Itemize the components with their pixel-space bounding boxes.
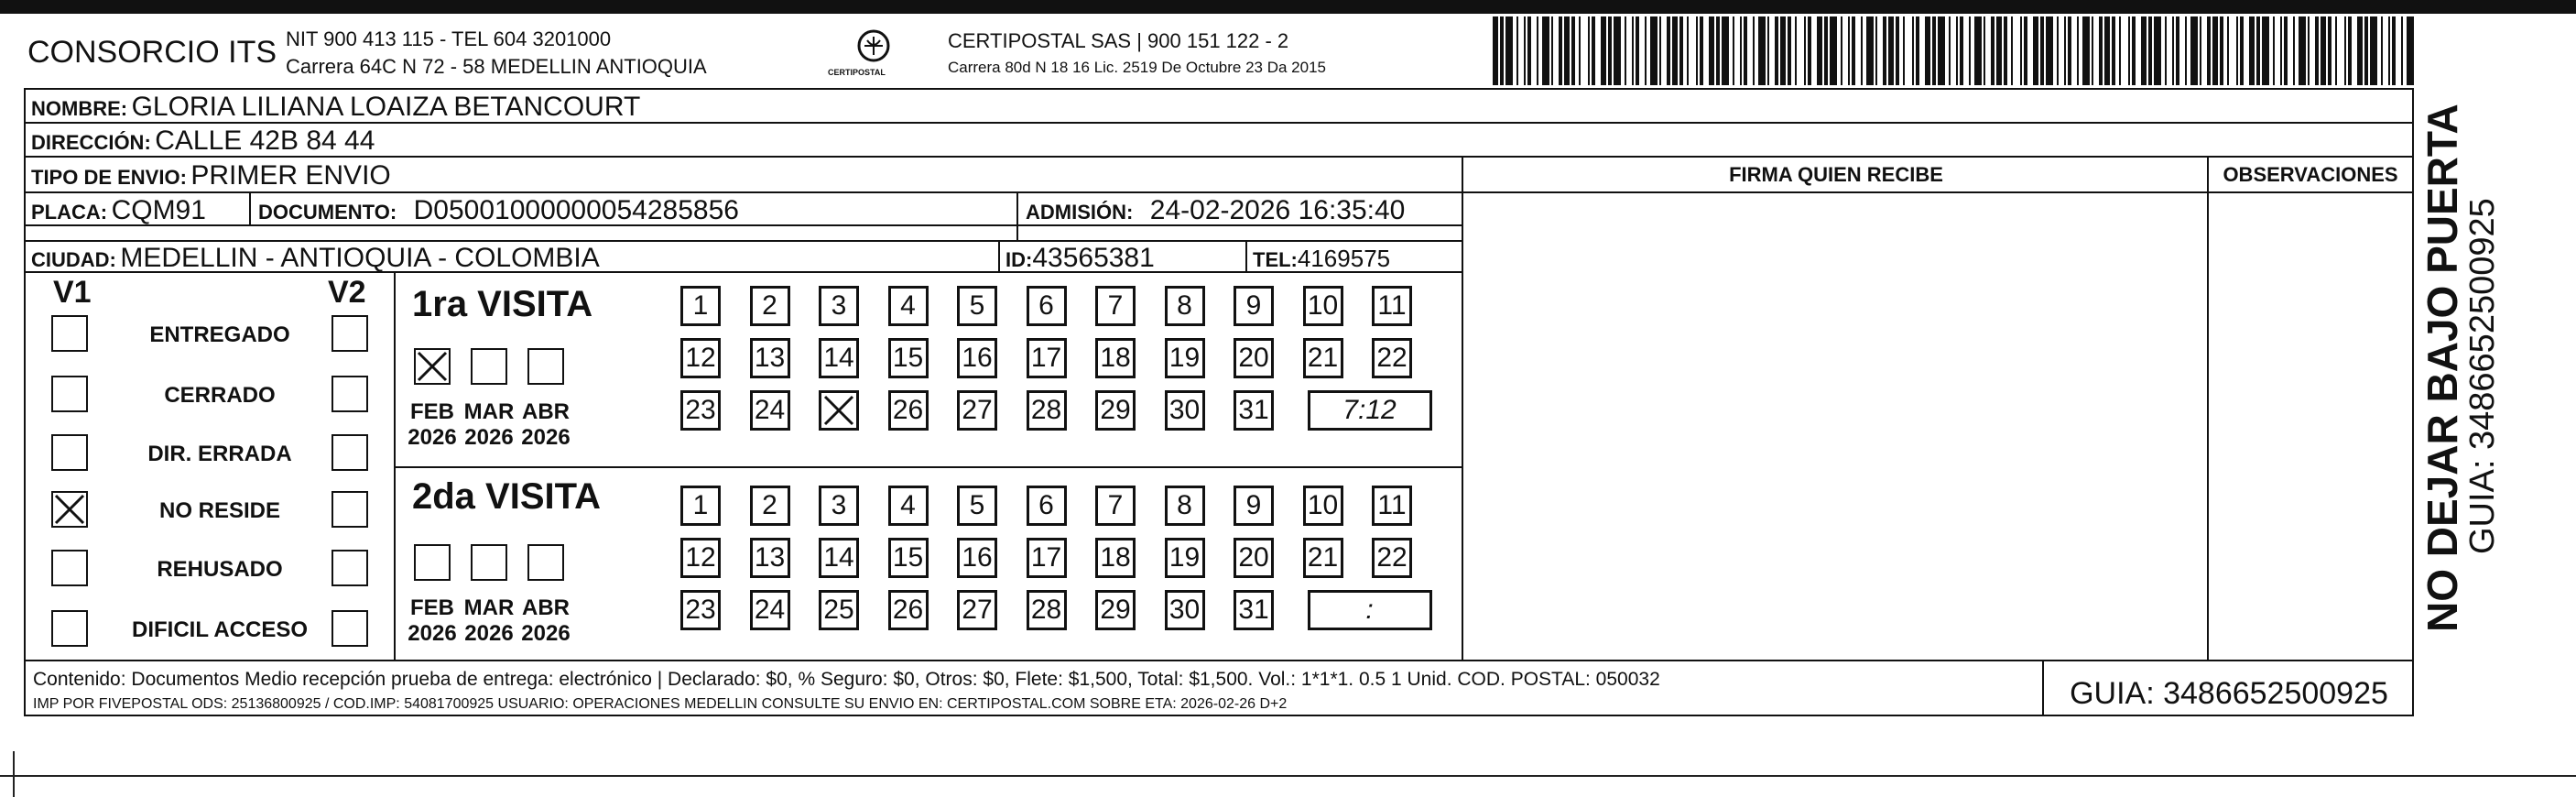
barcode-bar (1758, 16, 1766, 85)
v1-header: V1 (53, 275, 92, 310)
status-v1-checkbox[interactable] (51, 315, 88, 352)
divider (394, 466, 1462, 468)
day-box[interactable]: 19 (1165, 538, 1205, 578)
day-box[interactable]: 20 (1234, 538, 1274, 578)
divider (2207, 158, 2209, 661)
left-edge-mark (13, 751, 15, 797)
divider (24, 660, 2414, 661)
day-box[interactable]: 12 (680, 338, 721, 378)
day-box[interactable]: 9 (1234, 286, 1274, 326)
day-box[interactable]: 7 (1095, 486, 1136, 526)
barcode-bar (2337, 16, 2344, 85)
carrier-name: CERTIPOSTAL SAS | 900 151 122 - 2 (948, 29, 1289, 52)
day-box[interactable]: 26 (888, 390, 929, 431)
barcode-bar (1974, 16, 1982, 85)
day-box[interactable]: 30 (1165, 590, 1205, 630)
month-checkbox[interactable] (527, 544, 564, 581)
status-v2-checkbox[interactable] (332, 315, 368, 352)
nombre-value: GLORIA LILIANA LOAIZA BETANCOURT (131, 92, 641, 122)
day-box[interactable]: 6 (1027, 286, 1067, 326)
day-box[interactable]: 17 (1027, 338, 1067, 378)
side-warning: NO DEJAR BAJO PUERTA (2418, 104, 2466, 632)
month-label (520, 595, 571, 647)
day-box[interactable]: 28 (1027, 390, 1067, 431)
month-label (407, 399, 458, 451)
day-box[interactable] (819, 390, 859, 431)
tel-row (1253, 245, 1390, 273)
tipo-label: TIPO DE ENVIO: (31, 166, 187, 189)
month-name: ABR (522, 595, 570, 620)
day-box[interactable]: 16 (957, 538, 997, 578)
ciudad-row (31, 243, 600, 274)
day-box[interactable]: 1 (680, 286, 721, 326)
day-box[interactable]: 3 (819, 486, 859, 526)
nombre-label: NOMBRE: (31, 97, 128, 120)
barcode-bar (1650, 16, 1658, 85)
day-box[interactable]: 6 (1027, 486, 1067, 526)
day-box[interactable]: 11 (1372, 286, 1412, 326)
day-box[interactable]: 14 (819, 538, 859, 578)
tipo-row (31, 160, 391, 191)
status-label: DIR. ERRADA (147, 442, 292, 466)
status-v2-checkbox[interactable] (332, 610, 368, 647)
day-box[interactable]: 28 (1027, 590, 1067, 630)
barcode-bar (2154, 16, 2161, 85)
company-name: CONSORCIO ITS (27, 35, 277, 70)
v2-header: V2 (328, 275, 366, 310)
day-box[interactable]: 14 (819, 338, 859, 378)
status-label: ENTREGADO (149, 322, 290, 347)
time-box[interactable]: : (1308, 590, 1432, 630)
day-box[interactable]: 24 (750, 390, 790, 431)
barcode-bar (1689, 16, 1696, 85)
barcode-bar (2370, 16, 2377, 85)
tel-label: TEL: (1253, 248, 1298, 271)
month-name: FEB (410, 399, 454, 424)
month-year: 2026 (464, 621, 514, 646)
month-year: 2026 (521, 621, 571, 646)
day-box[interactable]: 12 (680, 538, 721, 578)
divider (249, 193, 251, 226)
certipostal-logo (852, 26, 896, 70)
day-box[interactable]: 31 (1234, 390, 1274, 431)
barcode-bar (1505, 16, 1513, 85)
day-box[interactable]: 29 (1095, 590, 1136, 630)
barcode-bar (1830, 16, 1837, 85)
status-v1-checkbox[interactable] (51, 610, 88, 647)
placa-label: PLACA: (31, 201, 108, 224)
day-box[interactable]: 21 (1303, 338, 1343, 378)
day-box[interactable]: 25 (819, 590, 859, 630)
barcode-bar (2121, 16, 2128, 85)
day-box[interactable]: 8 (1165, 486, 1205, 526)
barcode-bar (1581, 16, 1588, 85)
month-year: 2026 (408, 621, 457, 646)
month-name: ABR (522, 399, 570, 424)
status-v1-checkbox[interactable] (51, 434, 88, 471)
footer-imp: IMP POR FIVEPOSTAL ODS: 25136800925 / COD.IMP: 54081700925 USUARIO: OPERACIONES MEDELLIN CONSULTE SU ENVIO EN: CERTIPOSTAL.COM SOBRE ETA: 2026-02-26 D+2 (33, 696, 1288, 712)
day-box[interactable]: 3 (819, 286, 859, 326)
day-box[interactable]: 22 (1372, 338, 1412, 378)
month-checkbox[interactable] (471, 348, 507, 385)
month-year: 2026 (408, 425, 457, 450)
id-label: ID: (1005, 248, 1033, 271)
barcode-bar (2013, 16, 2020, 85)
status-label: NO RESIDE (158, 498, 281, 523)
tel-value: 4169575 (1297, 245, 1391, 272)
day-box[interactable]: 18 (1095, 538, 1136, 578)
barcode-bar (2262, 16, 2269, 85)
barcode-bar (2046, 16, 2053, 85)
barcode-bar (1938, 16, 1945, 85)
ciudad-label: CIUDAD: (31, 248, 116, 271)
divider (1016, 193, 1018, 241)
footer-contenido: Contenido: Documentos Medio recepción prueba de entrega: electrónico | Declarado: $0, % Seguro: $0, Otros: $0, Flete: $1,500, Total: $1,500. Vol.: 1*1*1. 0.5 1 Unid. COD. POSTAL: 050032 (33, 669, 1660, 690)
documento-label: DOCUMENTO: (258, 201, 397, 224)
placa-value: CQM91 (111, 195, 206, 225)
day-box[interactable]: 21 (1303, 538, 1343, 578)
day-box[interactable]: 1 (680, 486, 721, 526)
divider (1245, 240, 1247, 273)
direccion-label: DIRECCIÓN: (31, 131, 151, 154)
month-name: FEB (410, 595, 454, 620)
id-row (1005, 243, 1155, 274)
day-box[interactable]: 8 (1165, 286, 1205, 326)
documento-row (258, 195, 739, 226)
divider (24, 191, 2414, 193)
day-box[interactable]: 13 (750, 338, 790, 378)
status-v2-checkbox[interactable] (332, 491, 368, 528)
barcode-bar (1866, 16, 1874, 85)
barcode-bar (1722, 16, 1729, 85)
nombre-row (31, 92, 640, 123)
carrier-address: Carrera 80d N 18 16 Lic. 2519 De Octubre 23 Da 2015 (948, 59, 1326, 76)
day-box[interactable]: 27 (957, 390, 997, 431)
time-box[interactable]: 7:12 (1308, 390, 1432, 431)
firma-header: FIRMA QUIEN RECIBE (1729, 163, 1943, 186)
documento-value: D05001000000054285856 (413, 195, 739, 225)
day-box[interactable]: 19 (1165, 338, 1205, 378)
month-checkbox[interactable] (527, 348, 564, 385)
barcode-bar (2082, 16, 2090, 85)
barcode-bar (2229, 16, 2236, 85)
day-box[interactable]: 15 (888, 538, 929, 578)
day-box[interactable]: 15 (888, 338, 929, 378)
side-guia: GUIA: 3486652500925 (2463, 198, 2502, 554)
day-box[interactable]: 2 (750, 486, 790, 526)
barcode-bar (1542, 16, 1549, 85)
status-v2-checkbox[interactable] (332, 434, 368, 471)
admision-value: 24-02-2026 16:35:40 (1149, 195, 1406, 225)
tipo-value: PRIMER ENVIO (190, 160, 391, 191)
status-v2-checkbox[interactable] (332, 550, 368, 586)
month-checkbox[interactable] (471, 544, 507, 581)
day-box[interactable]: 7 (1095, 286, 1136, 326)
month-label (407, 595, 458, 647)
day-box[interactable]: 18 (1095, 338, 1136, 378)
month-year: 2026 (521, 425, 571, 450)
month-label (520, 399, 571, 451)
barcode-bar (2299, 16, 2306, 85)
company-nit: NIT 900 413 115 - TEL 604 3201000 (286, 27, 612, 50)
day-box[interactable]: 4 (888, 286, 929, 326)
id-value: 43565381 (1032, 243, 1155, 273)
day-box[interactable]: 17 (1027, 538, 1067, 578)
company-address: Carrera 64C N 72 - 58 MEDELLIN ANTIOQUIA (286, 55, 707, 78)
ciudad-value: MEDELLIN - ANTIOQUIA - COLOMBIA (120, 243, 600, 273)
status-v2-checkbox[interactable] (332, 376, 368, 412)
direccion-row (31, 126, 375, 157)
direccion-value: CALLE 42B 84 44 (155, 126, 375, 156)
status-v1-checkbox[interactable] (51, 376, 88, 412)
placa-row (31, 195, 206, 226)
footer-guia: GUIA: 3486652500925 (2070, 676, 2388, 711)
status-v1-checkbox[interactable] (51, 550, 88, 586)
status-label: CERRADO (164, 383, 276, 408)
day-box[interactable]: 31 (1234, 590, 1274, 630)
barcode (1493, 16, 2418, 85)
day-box[interactable]: 22 (1372, 538, 1412, 578)
day-box[interactable]: 26 (888, 590, 929, 630)
barcode-bar (1614, 16, 1621, 85)
admision-label: ADMISIÓN: (1026, 201, 1134, 224)
day-box[interactable]: 2 (750, 286, 790, 326)
logo-text: CERTIPOSTAL (828, 68, 886, 77)
day-box[interactable]: 30 (1165, 390, 1205, 431)
day-box[interactable]: 5 (957, 286, 997, 326)
month-checkbox[interactable] (414, 544, 451, 581)
day-box[interactable]: 24 (750, 590, 790, 630)
status-label: DIFICIL ACCESO (131, 617, 308, 642)
month-year: 2026 (464, 425, 514, 450)
day-box[interactable]: 16 (957, 338, 997, 378)
barcode-bar (2407, 16, 2414, 85)
top-border-line (0, 11, 2576, 14)
month-label (463, 595, 515, 647)
visit2-title: 2da VISITA (412, 476, 601, 517)
day-box[interactable]: 29 (1095, 390, 1136, 431)
visit1-title: 1ra VISITA (412, 284, 593, 324)
day-box[interactable]: 11 (1372, 486, 1412, 526)
bottom-edge-line (0, 775, 2576, 777)
month-name: MAR (463, 595, 515, 620)
day-box[interactable]: 27 (957, 590, 997, 630)
day-box[interactable]: 10 (1303, 286, 1343, 326)
day-box[interactable]: 5 (957, 486, 997, 526)
observaciones-header: OBSERVACIONES (2223, 163, 2398, 186)
barcode-bar (2190, 16, 2198, 85)
day-box[interactable]: 4 (888, 486, 929, 526)
month-name: MAR (463, 399, 515, 424)
month-label (463, 399, 515, 451)
month-checkbox[interactable] (414, 348, 451, 385)
status-label: REHUSADO (157, 557, 283, 582)
day-box[interactable]: 23 (680, 390, 721, 431)
admision-row (1026, 195, 1405, 226)
divider (24, 156, 2414, 158)
day-box[interactable]: 9 (1234, 486, 1274, 526)
barcode-bar (1797, 16, 1804, 85)
day-box[interactable]: 23 (680, 590, 721, 630)
day-box[interactable]: 10 (1303, 486, 1343, 526)
day-box[interactable]: 13 (750, 538, 790, 578)
divider (998, 240, 1000, 273)
day-box[interactable]: 20 (1234, 338, 1274, 378)
barcode-bar (1905, 16, 1912, 85)
divider (1462, 158, 1463, 661)
status-v1-checkbox[interactable] (51, 491, 88, 528)
